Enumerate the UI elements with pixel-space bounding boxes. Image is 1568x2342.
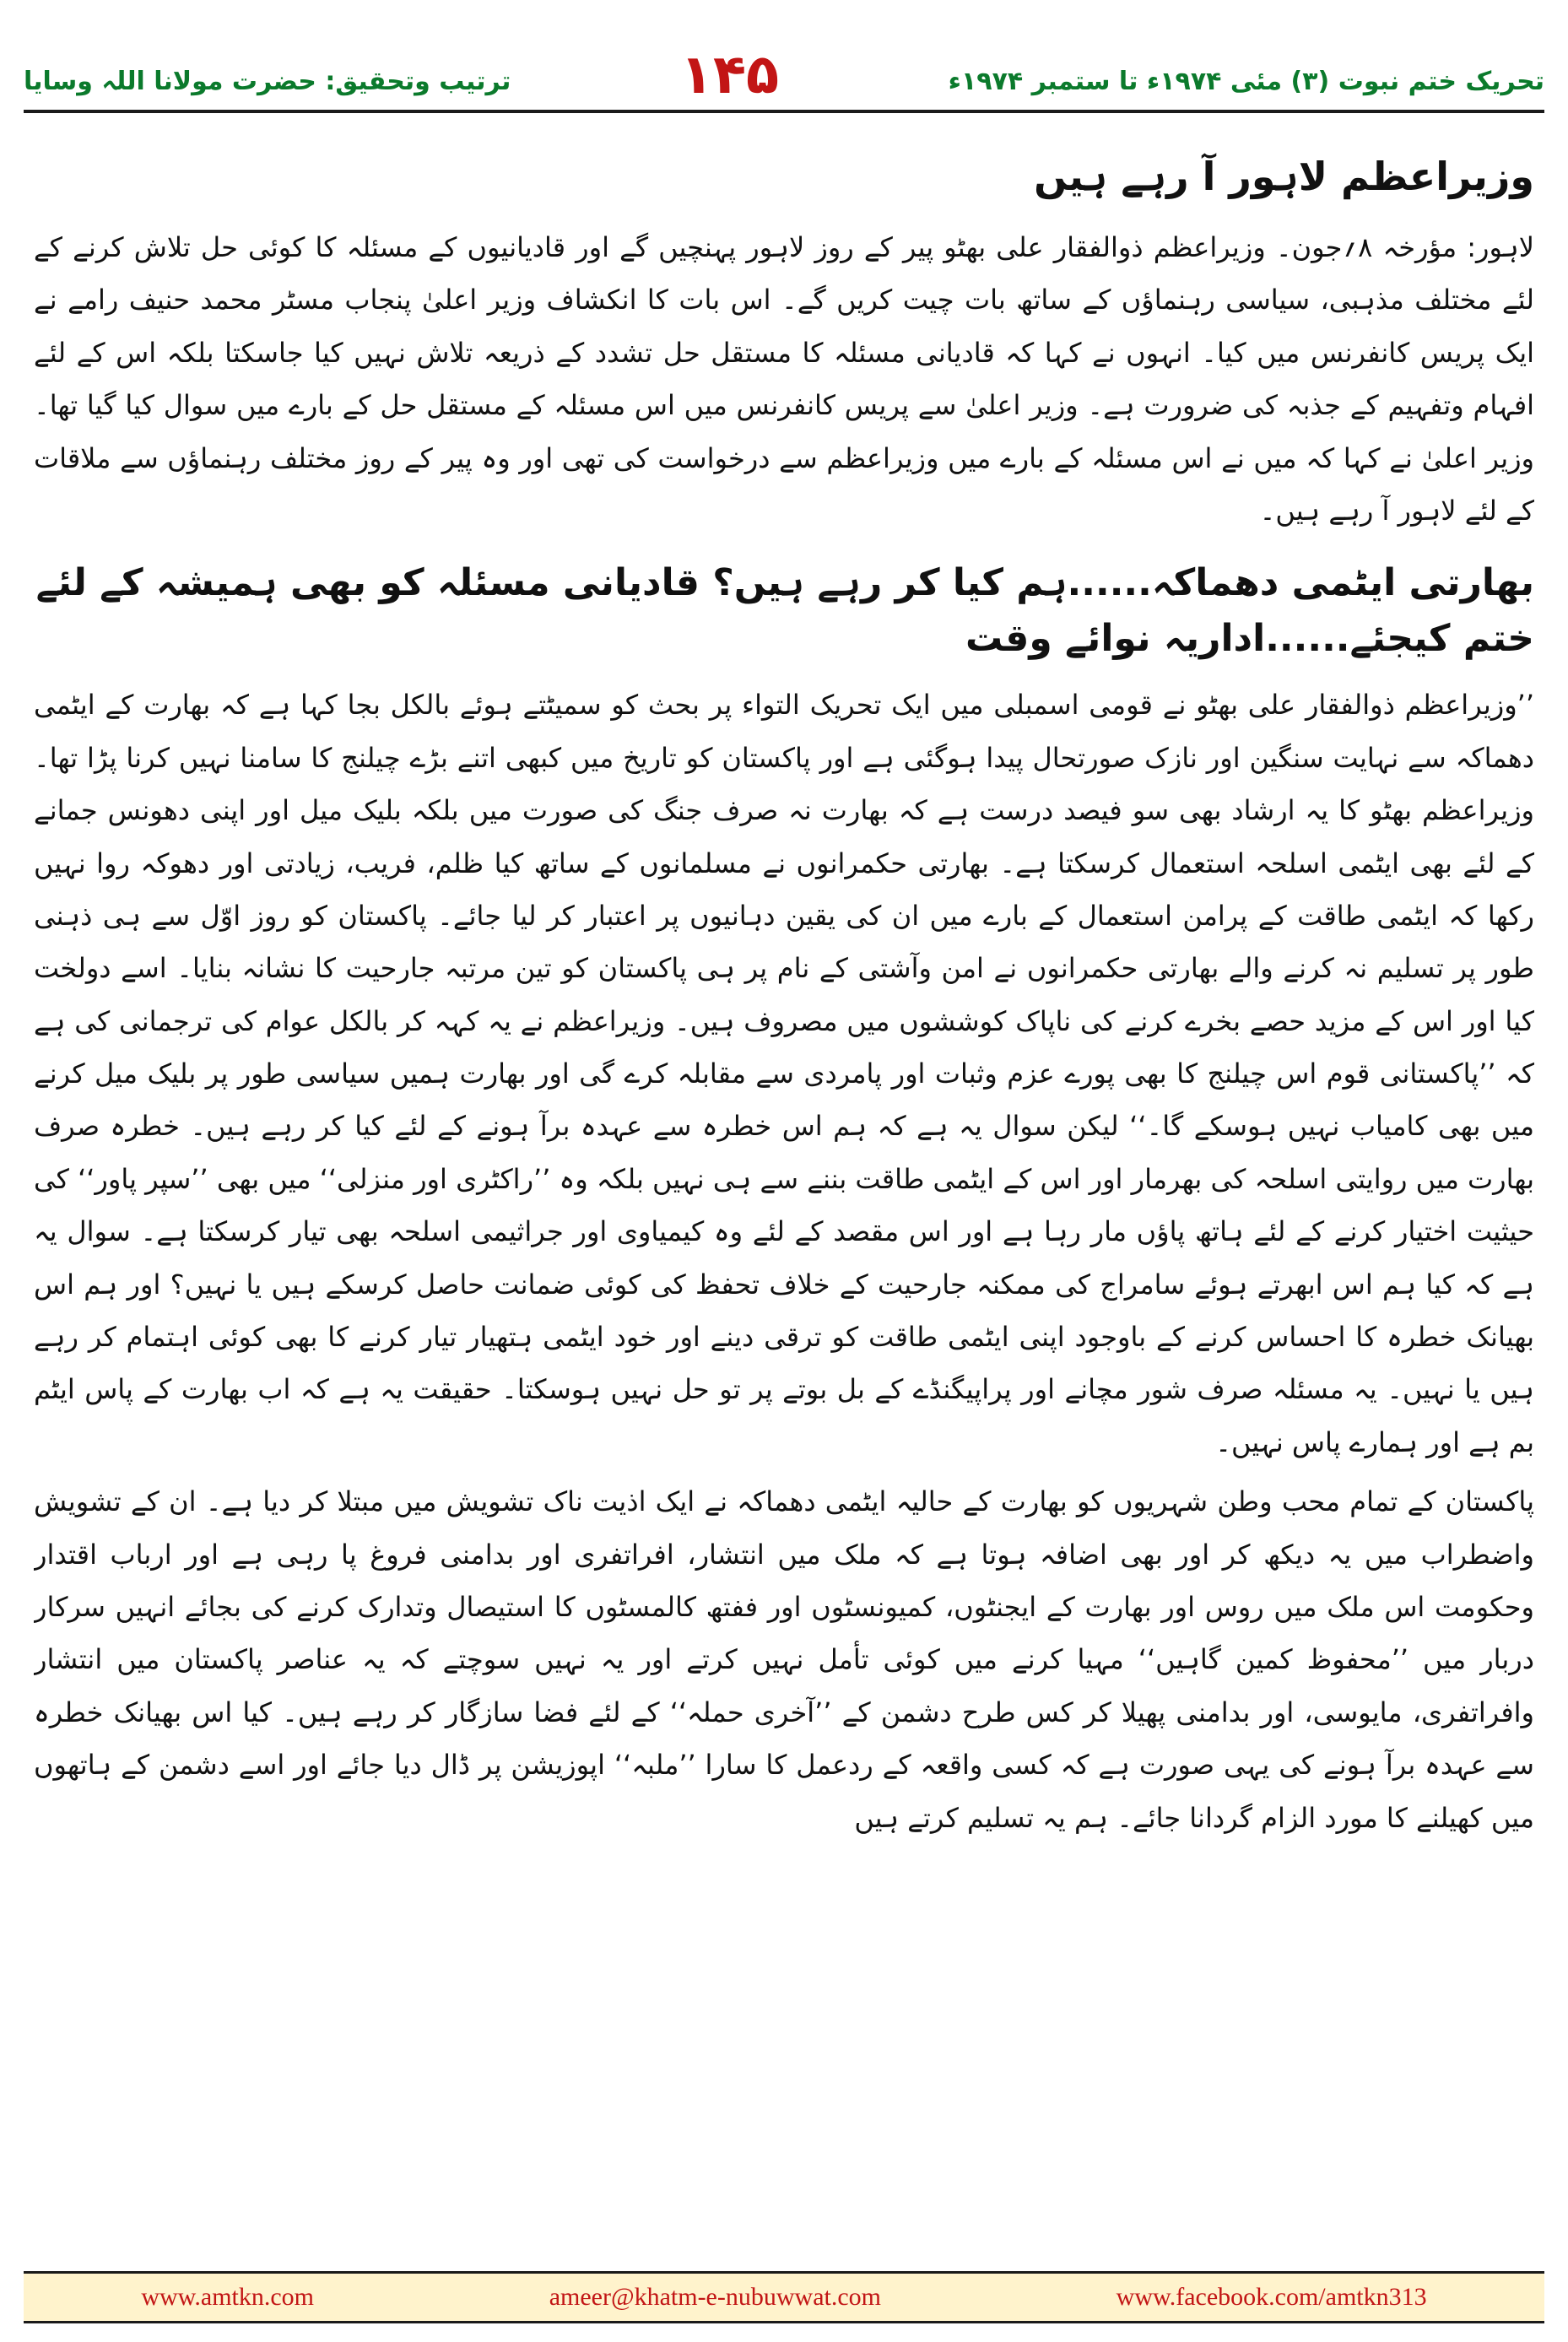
- page-number: ۱۴۵: [679, 44, 780, 106]
- page-footer: [24, 2271, 1544, 2323]
- article2-paragraph: ’’وزیراعظم ذوالفقار علی بھٹو نے قومی اسمبلی میں ایک تحریک التواء پر بحث کو سمیٹتے ہوئے بالکل بجا کہا ہے کہ بھارت کے ایٹمی دھماکہ سے نہایت سنگین اور نازک صورتحال پیدا ہوگئی ہے اور پاکستان کو تاریخ میں کبھی اتنے بڑے چیلنج کا سامنا نہیں کرنا پڑا تھا۔ وزیراعظم بھٹو کا یہ ارشاد بھی سو فیصد درست ہے کہ بھارت نہ صرف جنگ کی صورت میں بلکہ بلیک میل اور اپنی دھونس جمانے کے لئے بھی ایٹمی اسلحہ استعمال کرسکتا ہے۔ بھارتی حکمرانوں نے مسلمانوں کے ساتھ کیا ظلم، فریب، زیادتی اور دھوکہ روا نہیں رکھا کہ ایٹمی طاقت کے پرامن استعمال کے بارے میں ان کی یقین دہانیوں پر اعتبار کر لیا جائے۔ پاکستان کو روز اوّل سے ہی ذہنی طور پر تسلیم نہ کرنے والے بھارتی حکمرانوں نے امن وآشتی کے نام پر ہی پاکستان کو تین مرتبہ جارحیت کا نشانہ بنایا۔ اسے دولخت کیا اور اس کے مزید حصے بخرے کرنے کی ناپاک کوششوں میں مصروف ہیں۔ وزیراعظم نے یہ کہہ کر بالکل عوام کی ترجمانی کی ہے کہ ’’پاکستانی قوم اس چیلنج کا بھی پورے عزم وثبات اور پامردی سے مقابلہ کرے گی اور بھارت ہمیں سیاسی طور پر بلیک میل کرنے میں بھی کامیاب نہیں ہوسکے گا۔‘‘ لیکن سوال یہ ہے کہ ہم اس خطرہ سے عہدہ برآ ہونے کے لئے کیا کر رہے ہیں۔ خطرہ صرف بھارت میں روایتی اسلحہ کی بھرمار اور اس کے ایٹمی طاقت بننے سے ہی نہیں بلکہ وہ ’’راکٹری اور منزلی‘‘ میں بھی ’’سپر پاور‘‘ کی حیثیت اختیار کرنے کے لئے ہاتھ پاؤں مار رہا ہے اور اس مقصد کے لئے وہ کیمیاوی اور جراثیمی اسلحہ بھی تیار کرسکتا ہے۔ سوال یہ ہے کہ کیا ہم اس ابھرتے ہوئے سامراج کی ممکنہ جارحیت کے خلاف تحفظ کی کوئی ضمانت حاصل کرسکے ہیں یا نہیں؟ اور ہم اس بھیانک خطرہ کا احساس کرنے کے باوجود اپنی ایٹمی طاقت کو ترقی دینے اور خود ایٹمی ہتھیار تیار کرنے کا بھی کوئی اہتمام کر رہے ہیں یا نہیں۔ یہ مسئلہ صرف شور مچانے اور پراپیگنڈے کے بل بوتے پر تو حل نہیں ہوسکتا۔ حقیقت یہ ہے کہ اب بھارت کے پاس ایٹم بم ہے اور ہمارے پاس نہیں۔: [34, 689, 1534, 1458]
- article2-paragraph: پاکستان کے تمام محب وطن شہریوں کو بھارت کے حالیہ ایٹمی دھماکہ نے ایک اذیت ناک تشویش میں مبتلا کر دیا ہے۔ ان کے تشویش واضطراب میں یہ دیکھ کر اور بھی اضافہ ہوتا ہے کہ ملک میں انتشار، افراتفری اور بدامنی فروغ پا رہی ہے اور ارباب اقتدار وحکومت اس ملک میں روس اور بھارت کے ایجنٹوں، کمیونسٹوں اور ففتھ کالمسٹوں کا استیصال وتدارک کرنے کی بجائے انہیں سرکار دربار میں ’’محفوظ کمین گاہیں‘‘ مہیا کرنے میں کوئی تأمل نہیں کرتے اور یہ نہیں سوچتے کہ یہ عناصر پاکستان میں انتشار وافراتفری، مایوسی، اور بدامنی پھیلا کر کس طرح دشمن کے ’’آخری حملہ‘‘ کے لئے فضا سازگار کر رہے ہیں۔ کیا اس بھیانک خطرہ سے عہدہ برآ ہونے کی یہی صورت ہے کہ کسی واقعہ کے ردعمل کا سارا ’’ملبہ‘‘ اپوزیشن پر ڈال دیا جائے اور اسے دشمن کے ہاتھوں میں کھیلنے کا مورد الزام گردانا جائے۔ ہم یہ تسلیم کرتے ہیں: [34, 1485, 1534, 1834]
- header-book-title: تحریک ختم نبوت (۳) مئی ۱۹۷۴ء تا ستمبر ۱۹۷۴ء: [948, 67, 1544, 96]
- article1-title: وزیراعظم لاہور آ رہے ہیں: [1034, 154, 1534, 199]
- email-link[interactable]: ameer@khatm-e-nubuwwat.com: [549, 2283, 881, 2311]
- article1-body: لاہور: مؤرخہ ۸؍جون۔ وزیراعظم ذوالفقار علی بھٹو پیر کے روز لاہور پہنچیں گے اور قادیانیوں کے مسئلہ کا کوئی حل تلاش کرنے کے لئے مختلف مذہبی، سیاسی رہنماؤں کے ساتھ بات چیت کریں گے۔ اس بات کا انکشاف وزیر اعلیٰ پنجاب مسٹر محمد حنیف رامے نے ایک پریس کانفرنس میں کیا۔ انہوں نے کہا کہ قادیانی مسئلہ کا مستقل حل تشدد کے ذریعہ تلاش نہیں کیا جاسکتا بلکہ اس کے لئے افہام وتفہیم کے جذبہ کی ضرورت ہے۔ وزیر اعلیٰ سے پریس کانفرنس میں اس مسئلہ کے مستقل حل کے بارے میں سوال کیا گیا تھا۔ وزیر اعلیٰ نے کہا کہ میں نے اس مسئلہ کے بارے میں وزیراعظم سے درخواست کی تھی اور وہ پیر کے روز مختلف رہنماؤں سے ملاقات کے لئے لاہور آ رہے ہیں۔: [34, 231, 1534, 527]
- article2-title: بھارتی ایٹمی دھماکہ......ہم کیا کر رہے ہیں؟ قادیانی مسئلہ کو بھی ہمیشہ کے لئے ختم کیجئے......اداریہ نوائے وقت: [35, 561, 1534, 661]
- facebook-link[interactable]: www.facebook.com/amtkn313: [1116, 2283, 1427, 2311]
- article-content: [34, 148, 1534, 2249]
- website-link[interactable]: www.amtkn.com: [141, 2283, 315, 2311]
- header-compiler: ترتیب وتحقیق: حضرت مولانا اللہ وسایا: [24, 67, 511, 96]
- page-header: [24, 15, 1544, 108]
- header-divider: [24, 110, 1544, 113]
